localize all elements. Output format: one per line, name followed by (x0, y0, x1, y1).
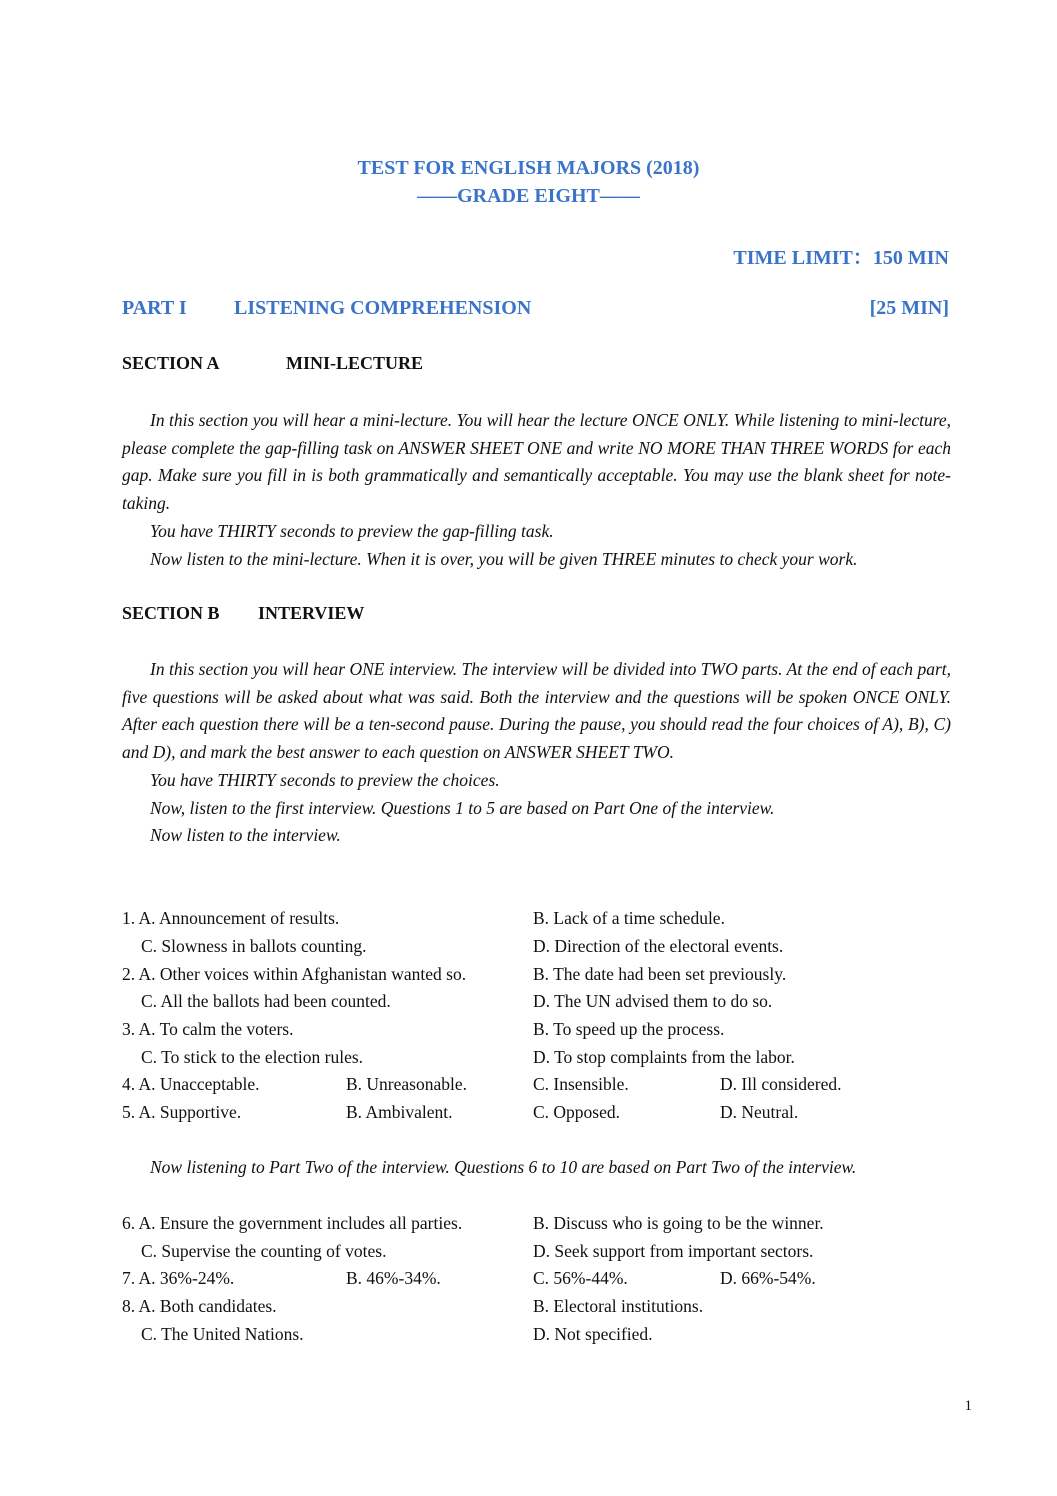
q8-option-c: C. The United Nations. (141, 1324, 304, 1344)
q3-option-d: D. To stop complaints from the labor. (533, 1047, 795, 1067)
grade-subtitle: ——GRADE EIGHT—— (417, 185, 640, 207)
instruction-paragraph: You have THIRTY seconds to preview the choices. (150, 769, 500, 790)
q8-option-a: 8. A. Both candidates. (122, 1296, 277, 1316)
time-limit: TIME LIMIT：150 MIN (733, 247, 949, 269)
q4-option-b: B. Unreasonable. (346, 1074, 468, 1094)
instruction-paragraph: You have THIRTY seconds to preview the gap-filling task. (150, 520, 554, 541)
section-a-title: MINI-LECTURE (286, 353, 424, 373)
part-two-instruction: Now listening to Part Two of the interview. Questions 6 to 10 are based on Part Two of the interview. (150, 1157, 857, 1177)
q5-option-d: D. Neutral. (720, 1102, 799, 1122)
q7-option-c: C. 56%-44%. (533, 1268, 628, 1288)
page-number: 1 (964, 1398, 972, 1414)
part-number: PART I (122, 297, 187, 319)
q2-option-c: C. All the ballots had been counted. (141, 991, 391, 1011)
q7-option-b: B. 46%-34%. (346, 1268, 441, 1288)
instruction-paragraph: Now, listen to the first interview. Questions 1 to 5 are based on Part One of the interview. (150, 797, 775, 818)
test-title: TEST FOR ENGLISH MAJORS (2018) (357, 157, 700, 179)
q8-option-d: D. Not specified. (533, 1324, 653, 1344)
q7-option-a: 7. A. 36%-24%. (122, 1268, 235, 1288)
q6-option-b: B. Discuss who is going to be the winner. (533, 1213, 824, 1233)
section-b-instructions (122, 656, 951, 850)
q7-option-d: D. 66%-54%. (720, 1268, 816, 1288)
section-a-label: SECTION A (122, 353, 220, 373)
q5-option-a: 5. A. Supportive. (122, 1102, 242, 1122)
instruction-paragraph: In this section you will hear a mini-lecture. You will hear the lecture ONCE ONLY. While listening to mini-lecture, please complete the gap-filling task on ANSWER SHEET ONE and write NO MORE THAN THREE WORDS for each gap. Make sure you fill in is both grammatically and semantically acceptable. You may use the blank sheet for note-taking. (122, 410, 951, 514)
q4-option-a: 4. A. Unacceptable. (122, 1074, 260, 1094)
section-b-label: SECTION B (122, 603, 220, 623)
q8-option-b: B. Electoral institutions. (533, 1296, 704, 1316)
q5-option-b: B. Ambivalent. (346, 1102, 453, 1122)
q2-option-b: B. The date had been set previously. (533, 964, 787, 984)
instruction-paragraph: In this section you will hear ONE interview. The interview will be divided into TWO parts. At the end of each part, five questions will be asked about what was said. Both the interview and the questions will be spoken ONCE ONLY. After each question there will be a ten-second pause. During the pause, you should read the four choices of A), B), C) and D), and mark the best answer to each question on ANSWER SHEET TWO. (122, 659, 951, 763)
q3-option-c: C. To stick to the election rules. (141, 1047, 364, 1067)
part-time: [25 MIN] (869, 297, 949, 319)
instruction-paragraph: Now listen to the mini-lecture. When it is over, you will be given THREE minutes to check your work. (150, 548, 858, 569)
instruction-paragraph: Now listen to the interview. (150, 825, 341, 846)
q6-option-a: 6. A. Ensure the government includes all parties. (122, 1213, 463, 1233)
section-b-title: INTERVIEW (258, 603, 365, 623)
q1-option-b: B. Lack of a time schedule. (533, 908, 725, 928)
q4-option-c: C. Insensible. (533, 1074, 629, 1094)
q1-option-c: C. Slowness in ballots counting. (141, 936, 367, 956)
q6-option-c: C. Supervise the counting of votes. (141, 1241, 387, 1261)
q5-option-c: C. Opposed. (533, 1102, 621, 1122)
section-a-instructions (122, 407, 951, 573)
q2-option-d: D. The UN advised them to do so. (533, 991, 773, 1011)
q4-option-d: D. Ill considered. (720, 1074, 842, 1094)
q6-option-d: D. Seek support from important sectors. (533, 1241, 814, 1261)
q3-option-a: 3. A. To calm the voters. (122, 1019, 294, 1039)
q3-option-b: B. To speed up the process. (533, 1019, 725, 1039)
part-name: LISTENING COMPREHENSION (234, 297, 532, 319)
q1-option-d: D. Direction of the electoral events. (533, 936, 784, 956)
q2-option-a: 2. A. Other voices within Afghanistan wanted so. (122, 964, 467, 984)
q1-option-a: 1. A. Announcement of results. (122, 908, 340, 928)
